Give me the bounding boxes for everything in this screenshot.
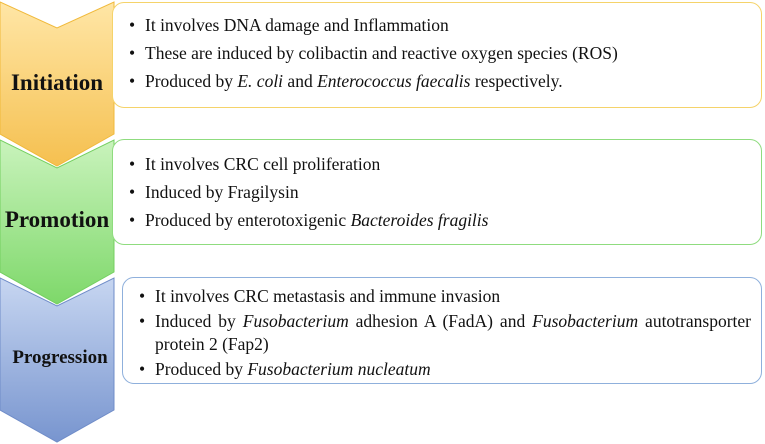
- bullet-text: It involves DNA damage and Inflammation: [145, 15, 449, 35]
- promotion-bullets: [123, 152, 751, 232]
- bullet-text: autotransporter protein 2 (Fap2): [155, 311, 751, 354]
- progression-label: Progression: [12, 347, 108, 368]
- bullet-item: [133, 285, 751, 308]
- bullet-item: [123, 13, 751, 37]
- italic-term: E. coli: [237, 71, 284, 91]
- bullet-text: Produced by: [155, 359, 248, 379]
- bullet-item: [133, 310, 751, 356]
- bullet-text: Produced by enterotoxigenic: [145, 210, 351, 230]
- bullet-item: [123, 152, 751, 176]
- bullet-item: [123, 41, 751, 65]
- italic-term: Fusobacterium: [532, 311, 639, 331]
- initiation-label: Initiation: [10, 70, 104, 95]
- initiation-box: [112, 2, 762, 108]
- bullet-text: It involves CRC metastasis and immune invasion: [155, 286, 501, 306]
- promotion-box: [112, 139, 762, 245]
- italic-term: Fusobacterium nucleatum: [247, 359, 431, 379]
- bullet-text: and: [283, 71, 318, 91]
- italic-term: Fusobacterium: [242, 311, 349, 331]
- bullet-item: [133, 358, 751, 381]
- bullet-item: [123, 208, 751, 232]
- bullet-text: These are induced by colibactin and reactive oxygen species (ROS): [145, 43, 618, 63]
- bullet-text: Induced by: [155, 311, 243, 331]
- bullet-text: Induced by Fragilysin: [145, 182, 299, 202]
- bullet-text: adhesion A (FadA) and: [348, 311, 533, 331]
- italic-term: Bacteroides fragilis: [350, 210, 489, 230]
- italic-term: Enterococcus faecalis: [317, 71, 471, 91]
- progression-box: [122, 277, 762, 384]
- promotion-label: Promotion: [4, 207, 110, 232]
- bullet-text: respectively.: [470, 71, 563, 91]
- bullet-item: [123, 180, 751, 204]
- bullet-item: [123, 69, 751, 93]
- bullet-text: Produced by: [145, 71, 238, 91]
- initiation-bullets: [123, 13, 751, 93]
- progression-bullets: [133, 285, 751, 381]
- bullet-text: It involves CRC cell proliferation: [145, 154, 381, 174]
